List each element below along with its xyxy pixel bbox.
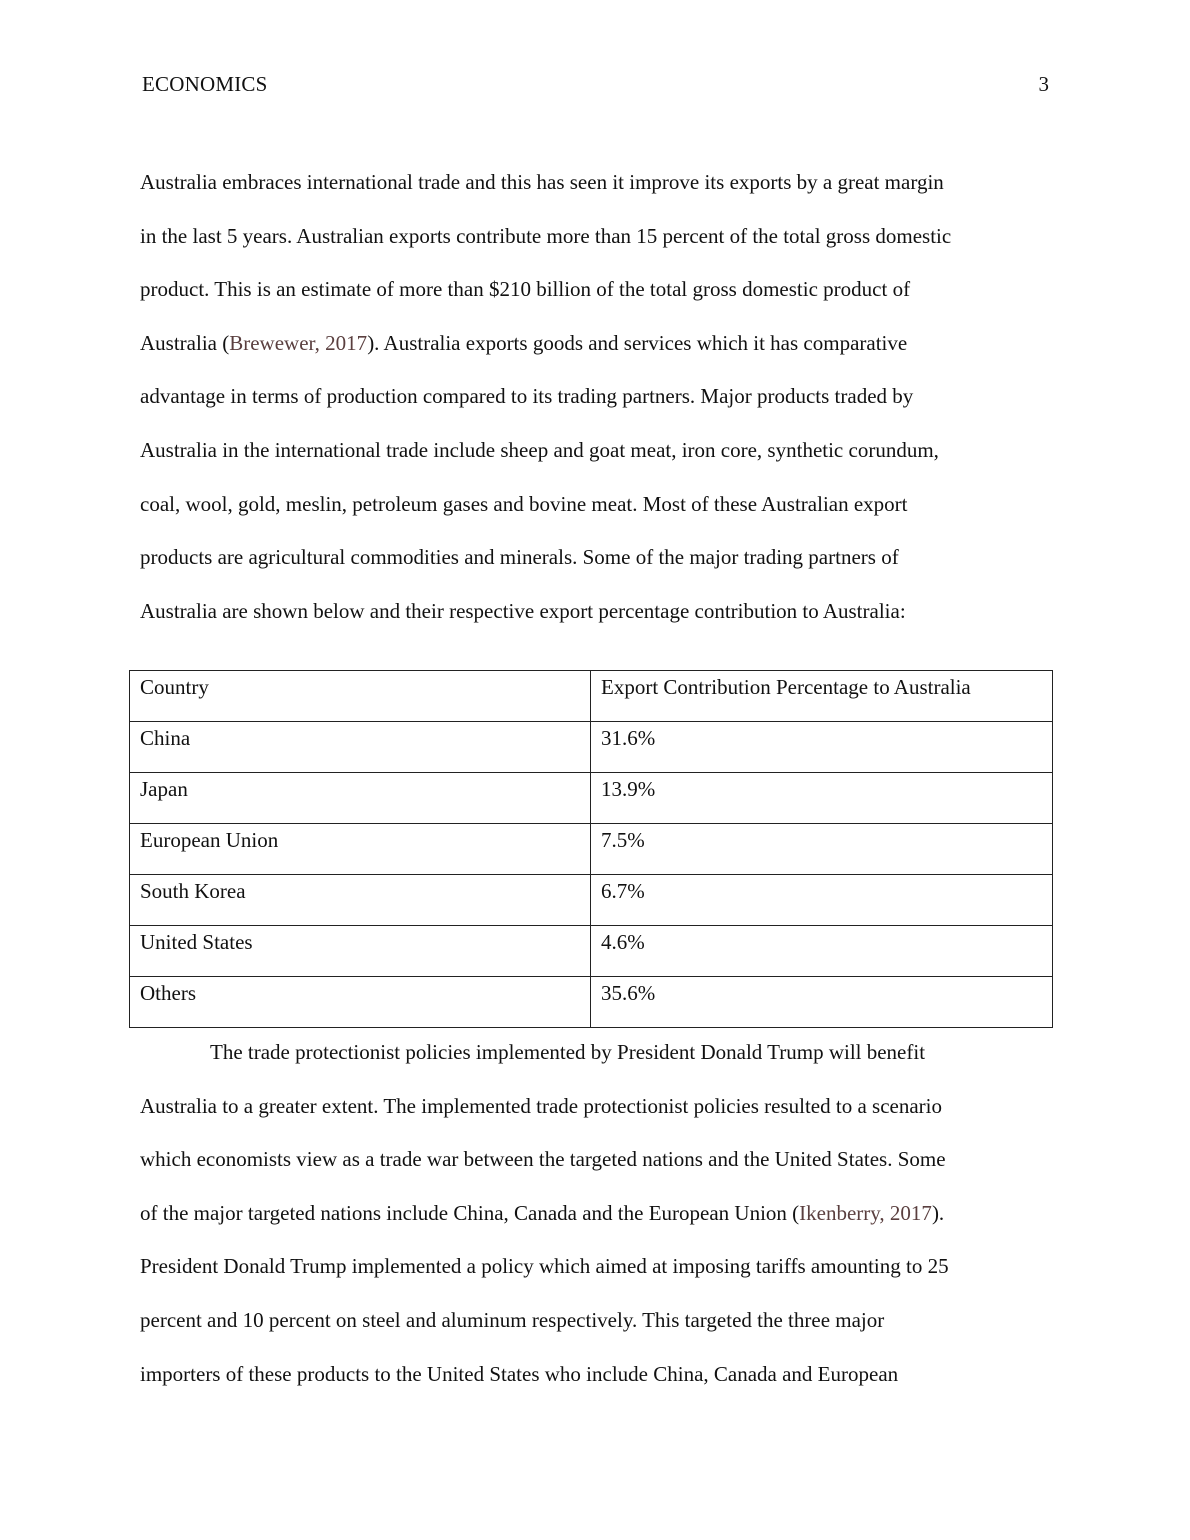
paragraph-line — [140, 1200, 1060, 1254]
paragraph-line: which economists view as a trade war between the targeted nations and the United States. Some — [140, 1147, 946, 1172]
country-cell: United States — [130, 926, 591, 977]
country-cell: South Korea — [130, 875, 591, 926]
country-cell: Others — [130, 977, 591, 1028]
percentage-cell: 31.6% — [591, 722, 1053, 773]
country-cell: China — [130, 722, 591, 773]
table-row — [130, 722, 1053, 773]
line-text: ). — [931, 1200, 945, 1225]
paragraph-line: Australia to a greater extent. The implemented trade protectionist policies resulted to a scenario — [140, 1093, 942, 1118]
percentage-cell: 7.5% — [591, 824, 1053, 875]
export-partners-table — [129, 670, 1053, 1028]
paragraph-line: product. This is an estimate of more than $210 billion of the total gross domestic product of — [140, 277, 911, 302]
paragraph-line: The trade protectionist policies implemented by President Donald Trump will benefit — [210, 1040, 926, 1064]
paragraph-line — [140, 330, 1060, 384]
table-row — [130, 773, 1053, 824]
percentage-cell: 4.6% — [591, 926, 1053, 977]
column-header-country: Country — [130, 671, 591, 722]
paragraph-line: coal, wool, gold, meslin, petroleum gases and bovine meat. Most of these Australian export — [140, 491, 908, 516]
table-row — [130, 977, 1053, 1028]
percentage-cell: 6.7% — [591, 875, 1053, 926]
table-row — [130, 875, 1053, 926]
paragraph-line: President Donald Trump implemented a policy which aimed at imposing tariffs amounting to 25 — [140, 1254, 949, 1279]
paragraph-line: Australia are shown below and their respective export percentage contribution to Australia: — [140, 598, 906, 623]
citation-ikenberry: Ikenberry, 2017 — [799, 1200, 932, 1225]
country-cell: Japan — [130, 773, 591, 824]
paragraph-line: importers of these products to the United States who include China, Canada and European — [140, 1361, 899, 1386]
column-header-export-contribution: Export Contribution Percentage to Australia — [591, 671, 1053, 722]
paragraph-line: Australia embraces international trade and this has seen it improve its exports by a great margin — [140, 170, 944, 194]
paragraph-intro — [140, 169, 1060, 651]
header-title: ECONOMICS — [142, 72, 268, 96]
line-text: ). Australia exports goods and services which it has comparative — [367, 330, 908, 355]
table-row — [130, 824, 1053, 875]
paragraph-line: advantage in terms of production compared to its trading partners. Major products traded by — [140, 384, 914, 409]
line-text: of the major targeted nations include China, Canada and the European Union ( — [140, 1200, 800, 1225]
percentage-cell: 13.9% — [591, 773, 1053, 824]
paragraph-line: products are agricultural commodities and minerals. Some of the major trading partners of — [140, 545, 899, 570]
page-number: 3 — [1038, 72, 1049, 96]
paragraph-line: in the last 5 years. Australian exports contribute more than 15 percent of the total gross domestic — [140, 223, 952, 248]
paragraph-line: Australia in the international trade include sheep and goat meat, iron core, synthetic corundum, — [140, 437, 939, 462]
country-cell: European Union — [130, 824, 591, 875]
paragraph-protectionism — [140, 1039, 1060, 1414]
citation-brewewer: Brewewer, 2017 — [229, 330, 368, 355]
line-text: Australia ( — [140, 330, 230, 355]
paragraph-line: percent and 10 percent on steel and aluminum respectively. This targeted the three major — [140, 1307, 885, 1332]
table-header-row — [130, 671, 1053, 722]
table-row — [130, 926, 1053, 977]
percentage-cell: 35.6% — [591, 977, 1053, 1028]
